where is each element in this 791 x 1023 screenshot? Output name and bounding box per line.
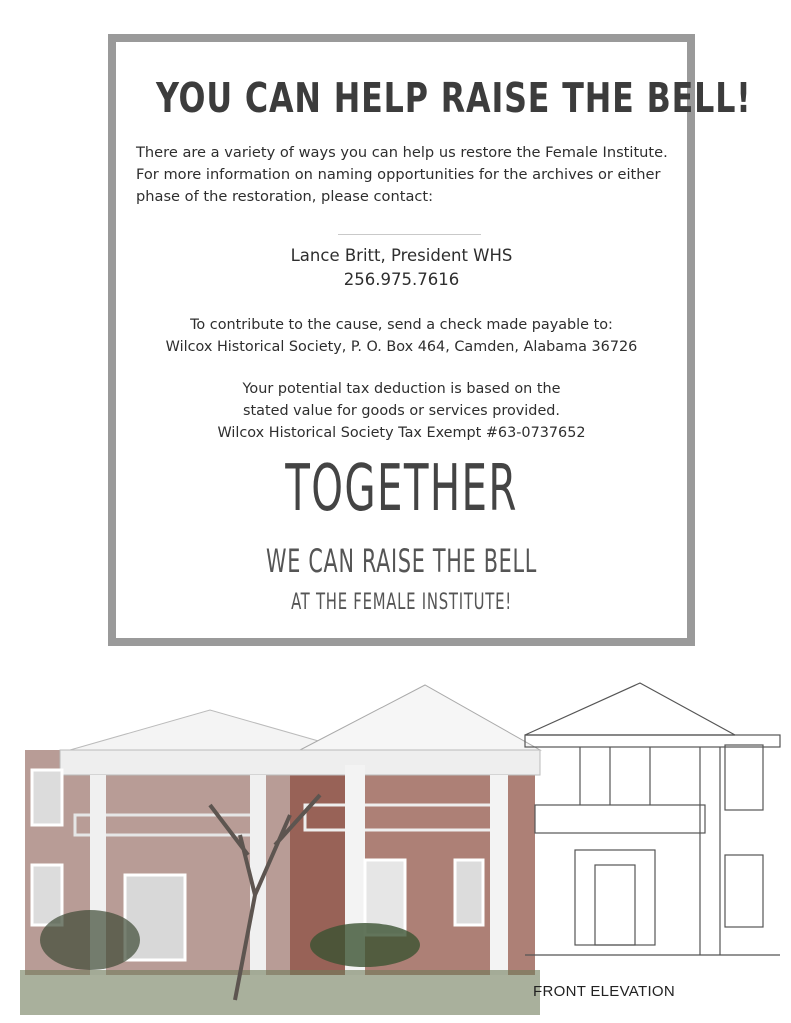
headline: YOU CAN HELP RAISE THE BELL!: [155, 74, 752, 122]
raise-bell-line: WE CAN RAISE THE BELL: [266, 542, 537, 580]
column: [490, 775, 508, 975]
intro-paragraph: [136, 142, 676, 208]
female-institute-line: AT THE FEMALE INSTITUTE!: [291, 590, 512, 615]
contribute-text: [116, 314, 687, 358]
contribute-line: To contribute to the cause, send a check made payable to:: [190, 317, 613, 333]
together-title: TOGETHER: [285, 452, 518, 526]
divider: [338, 234, 481, 235]
tax-text: [116, 378, 687, 444]
intro-line: phase of the restoration, please contact:: [136, 188, 434, 205]
contact-name: Lance Britt, President WHS: [290, 246, 513, 265]
intro-line: For more information on naming opportunities for the archives or either: [136, 166, 661, 183]
front-elevation-caption: FRONT ELEVATION: [533, 983, 676, 1000]
tax-line: Your potential tax deduction is based on the: [242, 381, 561, 397]
mailing-address: Wilcox Historical Society, P. O. Box 464, Camden, Alabama 36726: [165, 339, 638, 355]
contact-phone: 256.975.7616: [343, 270, 460, 289]
tax-exempt-number: Wilcox Historical Society Tax Exempt #63-0737652: [217, 425, 586, 441]
building-illustration: [20, 655, 791, 1015]
info-frame: [108, 34, 752, 646]
tax-line: stated value for goods or services provided.: [242, 403, 561, 419]
intro-line: There are a variety of ways you can help us restore the Female Institute.: [136, 144, 668, 161]
